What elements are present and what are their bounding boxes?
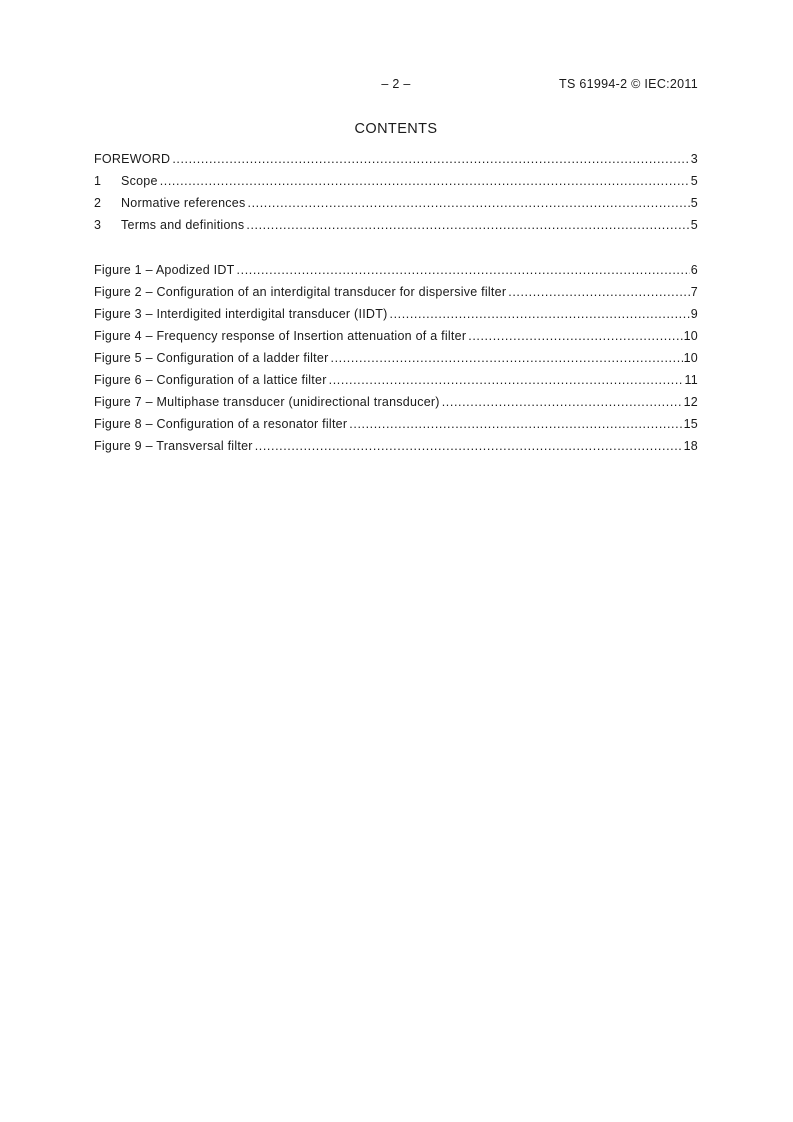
toc-figure-label: Figure 5 – Configuration of a ladder filter bbox=[94, 351, 329, 365]
toc-dot-leader bbox=[255, 438, 683, 454]
toc-entry-page: 5 bbox=[690, 196, 698, 210]
toc-entry-scope[interactable] bbox=[94, 173, 698, 195]
toc-figure-label: Figure 6 – Configuration of a lattice filter bbox=[94, 373, 327, 387]
toc-figure-page: 6 bbox=[690, 263, 698, 277]
toc-dot-leader bbox=[331, 350, 683, 366]
toc-entry-label: Normative references bbox=[121, 196, 246, 210]
toc-dot-leader bbox=[349, 416, 682, 432]
toc-entry-number: 3 bbox=[94, 218, 102, 232]
toc-entry-page: 3 bbox=[690, 152, 698, 166]
toc-figure-entry-5[interactable] bbox=[94, 350, 698, 372]
toc-dot-leader bbox=[390, 306, 690, 322]
toc-entry-label: FOREWORD bbox=[94, 152, 171, 166]
toc-dot-leader bbox=[172, 151, 689, 167]
toc-entry-number: 1 bbox=[94, 174, 102, 188]
toc-figure-entry-3[interactable] bbox=[94, 306, 698, 328]
toc-figure-page: 7 bbox=[690, 285, 698, 299]
toc-entry-label: Scope bbox=[121, 174, 158, 188]
toc-figure-entry-7[interactable] bbox=[94, 394, 698, 416]
toc-figures-list bbox=[94, 262, 698, 460]
toc-figure-page: 9 bbox=[690, 307, 698, 321]
toc-figure-label: Figure 7 – Multiphase transducer (unidirectional transducer) bbox=[94, 395, 440, 409]
document-reference: TS 61994-2 © IEC:2011 bbox=[559, 77, 698, 91]
toc-entry-normative-references[interactable] bbox=[94, 195, 698, 217]
toc-figure-entry-8[interactable] bbox=[94, 416, 698, 438]
toc-figure-entry-6[interactable] bbox=[94, 372, 698, 394]
toc-dot-leader bbox=[160, 173, 690, 189]
toc-figure-page: 10 bbox=[683, 329, 698, 343]
toc-figure-label: Figure 2 – Configuration of an interdigital transducer for dispersive filter bbox=[94, 285, 507, 299]
toc-entry-label: Terms and definitions bbox=[121, 218, 245, 232]
toc-dot-leader bbox=[442, 394, 683, 410]
contents-title: CONTENTS bbox=[354, 121, 438, 137]
toc-dot-leader bbox=[508, 284, 690, 300]
toc-figure-label: Figure 3 – Interdigited interdigital transducer (IIDT) bbox=[94, 307, 388, 321]
toc-figure-entry-4[interactable] bbox=[94, 328, 698, 350]
toc-entry-page: 5 bbox=[690, 218, 698, 232]
toc-dot-leader bbox=[248, 195, 690, 211]
toc-figure-label: Figure 9 – Transversal filter bbox=[94, 439, 253, 453]
toc-dot-leader bbox=[468, 328, 682, 344]
toc-entry-number: 2 bbox=[94, 196, 102, 210]
toc-figure-page: 11 bbox=[684, 373, 698, 387]
toc-dot-leader bbox=[237, 262, 690, 278]
toc-main-list bbox=[94, 151, 698, 239]
toc-dot-leader bbox=[246, 217, 689, 233]
toc-figure-page: 15 bbox=[683, 417, 698, 431]
toc-entry-foreword[interactable] bbox=[94, 151, 698, 173]
toc-figure-page: 10 bbox=[683, 351, 698, 365]
toc-entry-terms-and-definitions[interactable] bbox=[94, 217, 698, 239]
toc-figure-label: Figure 4 – Frequency response of Insertion attenuation of a filter bbox=[94, 329, 467, 343]
toc-figure-entry-9[interactable] bbox=[94, 438, 698, 460]
toc-dot-leader bbox=[329, 372, 684, 388]
toc-figure-entry-2[interactable] bbox=[94, 284, 698, 306]
toc-figure-entry-1[interactable] bbox=[94, 262, 698, 284]
toc-figure-page: 12 bbox=[683, 395, 698, 409]
page-number: – 2 – bbox=[381, 77, 411, 91]
toc-figure-label: Figure 1 – Apodized IDT bbox=[94, 263, 235, 277]
toc-entry-page: 5 bbox=[690, 174, 698, 188]
toc-figure-page: 18 bbox=[683, 439, 698, 453]
page-header bbox=[94, 77, 698, 93]
toc-figure-label: Figure 8 – Configuration of a resonator filter bbox=[94, 417, 348, 431]
